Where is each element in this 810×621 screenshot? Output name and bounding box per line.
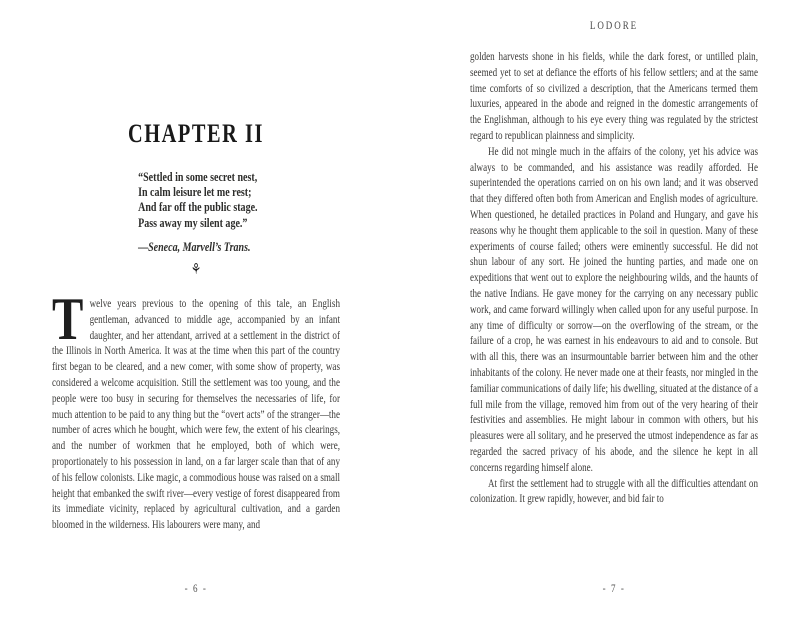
opening-paragraph-text: welve years previous to the opening of this tale, an English gentleman, advanced to middle age, accompanied by an infant daughter, and her attendant, arrived at a settlement in the district of the Illinois in North America. It was at the time when this part of the country first began to be cleared, and a new comer, with some show of property, was considered a welcome acquisition. Still the settlement was too young, and the people were too busy in securing for themselves the necessaries of life, for much attention to be paid to any thing but the “overt acts” of the stranger—the number of acres which he bought, which were few, the extent of his clearings, and the number of workmen that he employed, both of which were, proportionately to his possession in land, on a far larger scale than that of any of his fellow colonists. Like magic, a commodious house was raised on a small height that embanked the swift river—every vestige of forest disappeared from its immediate vicinity, replaced by agricultural cultivation, and a garden bloomed in the wilderness. His labourers were many, and — [52, 297, 340, 532]
drop-cap: T — [52, 296, 84, 352]
page-left — [52, 0, 340, 621]
opening-paragraph — [52, 296, 340, 533]
paragraph: golden harvests shone in his fields, while the dark forest, or untilled plain, seemed yet to set at defiance the efforts of his fellow settlers; and at the same time comforts of so civilized a description, that the Americans termed them luxuries, appeared in the abode and reigned in the domestic arrangements of the Englishman, although to his eye every thing was regulated by the strictest regard to republican plainness and simplicity. — [470, 50, 758, 142]
page-number-left: - 6 - — [184, 583, 208, 595]
body-text-left — [52, 296, 340, 533]
paragraph: He did not mingle much in the affairs of the colony, yet his advice was always to be commanded, and his assistance was readily afforded. He superintended the operations carried on on his own land; and it was observed that they differed often both from American and English modes of agriculture. When questioned, he detailed practices in Poland and Hungary, and gave his reasons why he thought them applicable to the soil in question. Many of these experiments of course failed; others were eminently successful. He did not shun labour of any sort. He joined the hunting parties, and made one on expeditions that went out to explore the neighbouring wilds, and the haunts of the native Indians. He gave money for the carrying on any necessary public work, and came forward willingly when called upon for any useful purpose. In any time of difficulty or sorrow—on the overflowing of the stream, or the failure of a crop, he was earnest in his endeavours to aid and to console. But with all this, there was an insurmountable barrier between him and the other inhabitants of the colony. He never made one at their feasts, nor mingled in the familiar communications of daily life; his dwelling, situated at the distance of a full mile from the village, removed him from out of the very hearing of their festivities and assemblies. He might labour in common with others, but his pleasures were all solitary, and he preserved the utmost independence as far as regarded the sacred privacy of his abode, and the silence he kept in all concerns regarding himself alone. — [470, 144, 758, 474]
epigraph-attribution: —Seneca, Marvell’s Trans. — [138, 239, 251, 254]
page-right-content — [470, 0, 758, 621]
chapter-title: CHAPTER II — [127, 119, 265, 148]
epigraph — [138, 170, 257, 255]
body-text-right — [470, 49, 758, 507]
epigraph-line: Pass away my silent age.” — [138, 215, 248, 230]
epigraph-line: In calm leisure let me rest; — [138, 185, 252, 200]
paragraph: At first the settlement had to struggle with all the difficulties attendant on colonization. It grew rapidly, however, and bid fair to — [470, 476, 758, 506]
epigraph-line: And far off the public stage. — [138, 200, 258, 215]
epigraph-line: “Settled in some secret nest, — [138, 170, 258, 184]
page-right — [470, 0, 758, 621]
page-left-content — [52, 0, 340, 621]
floral-ornament-icon: ⚘ — [190, 260, 202, 278]
running-header: LODORE — [589, 20, 639, 32]
page-number-right: - 7 - — [602, 583, 626, 595]
